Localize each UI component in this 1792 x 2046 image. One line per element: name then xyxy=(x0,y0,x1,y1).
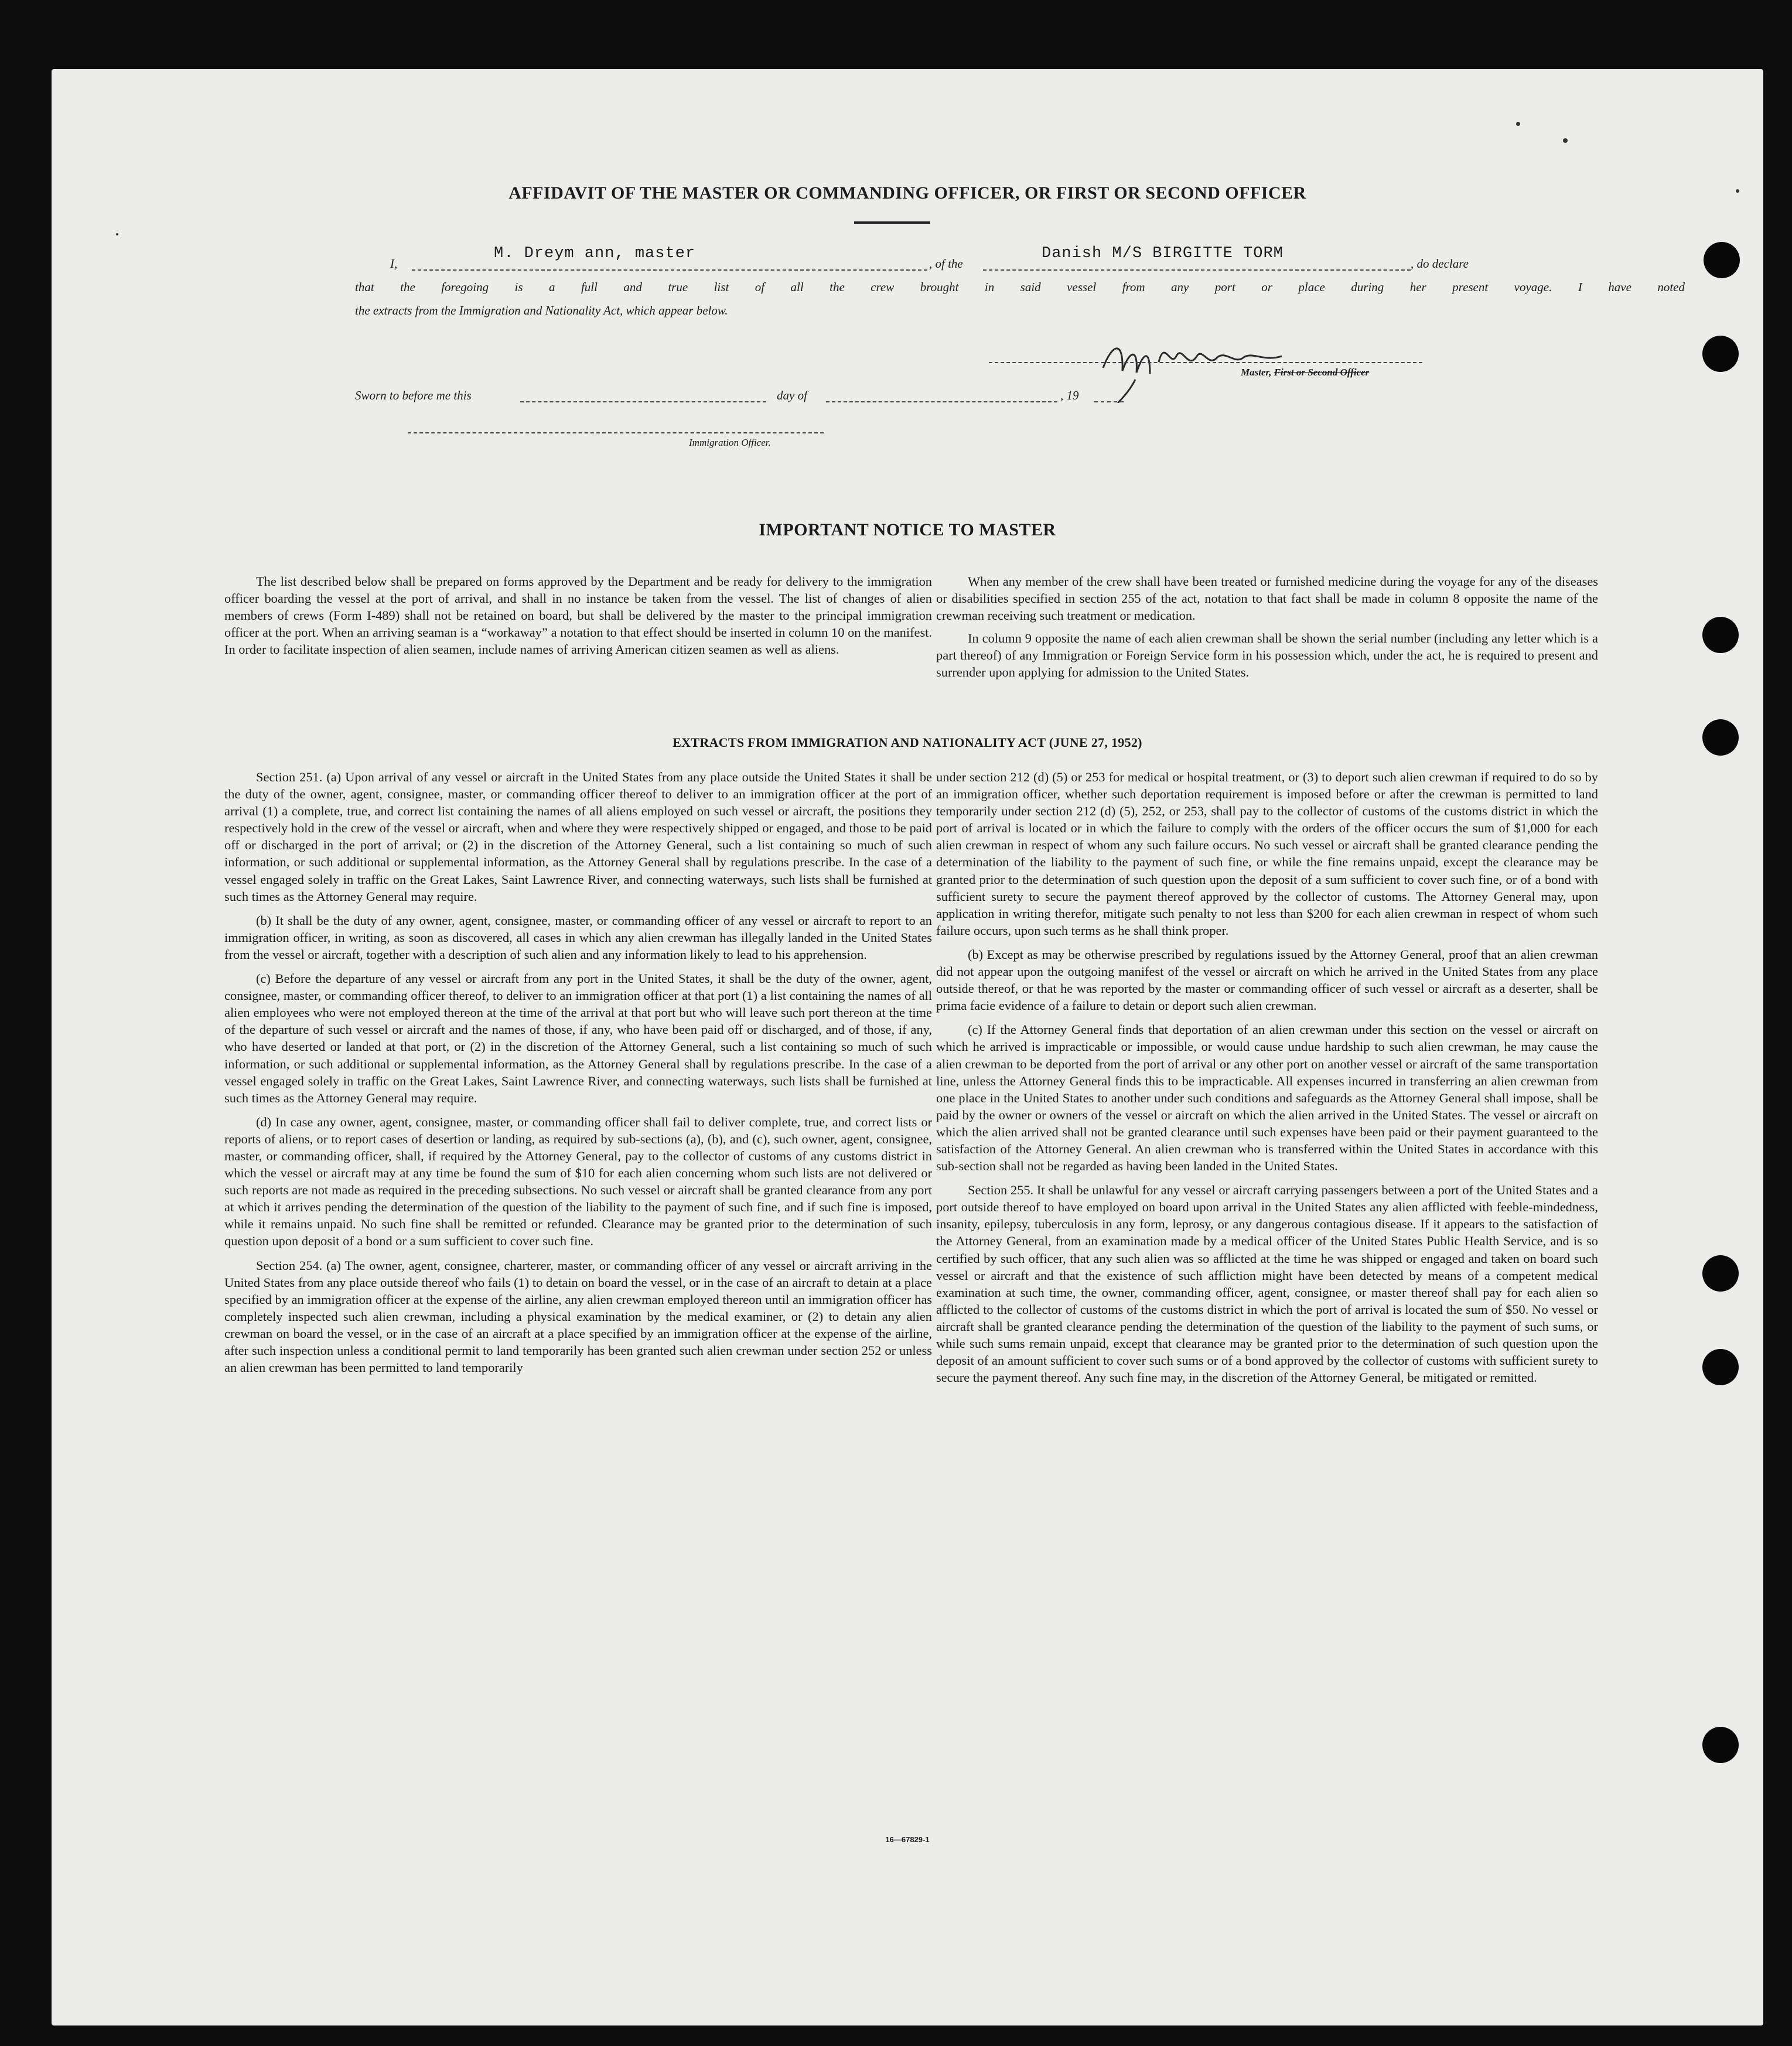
vessel-blank xyxy=(983,269,1411,271)
signature-line xyxy=(989,362,1422,363)
declaration-line-1: that the foregoing is a full and true list of all the crew brought in said vessel from any port or place during her present voyage. I have noted xyxy=(355,280,1685,294)
punch-hole xyxy=(1702,1255,1739,1292)
punch-hole xyxy=(1702,1349,1739,1385)
signer-title-master: Master, xyxy=(1241,367,1272,378)
extract-section-251-d: (d) In case any owner, agent, consignee, master, or commanding officer shall fail to deliver complete, true, and correct lists or reports of aliens, or to report cases of desertion or landing, as required by sub-sections (a), (b), and (c), such owner, agent, consignee, master, or commanding officer, shall, if required by the Attorney General, pay to the collector of customs of any customs district in which the vessel or aircraft may at any time be found the sum of $10 for each alien concerning whom such lists are not delivered or such reports are not made as required in the preceding subsections. No such vessel or aircraft shall be granted clearance from any port at which it arrives pending the determination of the question of the liability to the payment of such fine, and if such fine is imposed, while it remains unpaid. No such fine shall be remitted or refunded. Clearance may be granted prior to the determination of such question upon deposit of a bond or a sum sufficient to cover such fine. xyxy=(224,1114,932,1249)
extracts-right-column xyxy=(936,768,1598,1393)
signer-title-struck: First or Second Officer xyxy=(1274,367,1370,378)
extract-section-254-b: (b) Except as may be otherwise prescribed by regulations issued by the Attorney General, proof that an alien crewman did not appear upon the outgoing manifest of the vessel or aircraft on which he arrived in the United States from any place outside thereof, or that he was reported by the master or commanding officer of such vessel or aircraft as a deserter, shall be prima facie evidence of a failure to detain or deport such alien crewman. xyxy=(936,947,1598,1013)
notice-right-column xyxy=(936,573,1598,688)
affidavit-title: AFFIDAVIT OF THE MASTER OR COMMANDING OFFICER, OR FIRST OR SECOND OFFICER xyxy=(508,183,1306,203)
speck-mark xyxy=(116,233,118,235)
year-blank xyxy=(1094,401,1124,402)
punch-hole xyxy=(1702,1727,1739,1763)
notice-left-paragraph: The list described below shall be prepared on forms approved by the Department and be ready for delivery to the immigration officer boarding the vessel at the port of arrival, and shall in no instance be taken from the vessel. The list of changes of alien members of crews (Form I-489) shall not be retained on board, but shall be delivered by the master to the principal immigration officer at the port. When an arriving seaman is a “workaway” a notation to that effect should be inserted in column 10 on the manifest. In order to facilitate inspection of alien seamen, include names of arriving American citizen seamen as well as aliens. xyxy=(224,574,932,657)
declaration-line-2: the extracts from the Immigration and Nationality Act, which appear below. xyxy=(355,303,728,317)
punch-hole xyxy=(1702,617,1739,653)
document-page xyxy=(52,69,1763,2025)
handwritten-signature xyxy=(1094,315,1288,403)
master-name-value: M. Dreym ann, master xyxy=(494,245,696,262)
extract-section-251-c: (c) Before the departure of any vessel or aircraft from any port in the United States, it shall be the duty of the owner, agent, consignee, master, or commanding officer thereof, to deliver to an immigration officer at that port (1) a list containing the names of all alien employees who were not employed thereon at the time of the arrival at that port but who will leave such port thereon at the time of the departure of such vessel or aircraft and the names of those, if any, who have been paid off or discharged, and of those, if any, who have deserted or landed at that port, or (2) in the discretion of the Attorney General, such a list containing so much of such information, or such additional or supplemental information, as the Attorney General shall by regulations prescribe. In the case of a vessel engaged solely in traffic on the Great Lakes, Saint Lawrence River, and connecting waterways, such lists shall be furnished at such times as the Attorney General may require. xyxy=(224,971,932,1105)
sworn-day-blank xyxy=(520,401,766,402)
speck-mark xyxy=(1516,122,1520,126)
pronoun-label: I, xyxy=(390,257,398,271)
extract-section-254-a-continued: under section 212 (d) (5) or 253 for medical or hospital treatment, or (3) to deport such alien crewman if required to do so by an immigration officer, whether such deportation requirement is imposed before or after the crewman is permitted to land temporarily under section 212 (d) (5), 252, or 253, shall pay to the collector of customs of the customs district in which the port of arrival is located or in which the failure to comply with the orders of the officer occurs the sum of $1,000 for each alien crewman in respect of whom any such failure occurs. No such vessel or aircraft shall be granted clearance pending the determination of the liability to the payment of such fine, or while the fine remains unpaid, except the clearance may be granted prior to the determination of such question upon the deposit of a sum sufficient to cover such fine, or of a bond with sufficient surety to secure the payment thereof approved by the collector of customs. The Attorney General may, upon application in writing therefor, mitigate such penalty to not less than $200 for each alien crewman in respect of whom such failure occurs, upon such terms as he shall think proper. xyxy=(936,770,1598,938)
year-label: , 19 xyxy=(1060,388,1079,402)
punch-hole xyxy=(1704,242,1740,278)
extract-section-255: Section 255. It shall be unlawful for any vessel or aircraft carrying passengers between a port of the United States and a port outside thereof to have employed on board upon arrival in the United States any alien afflicted with feeble-mindedness, insanity, epilepsy, tuberculosis in any form, leprosy, or any dangerous contagious disease. If it appears to the satisfaction of the Attorney General, from an examination made by a medical officer of the United States Public Health Service, and is so certified by such officer, that any such alien was so afflicted at the time he was shipped or engaged and taken on board such vessel or aircraft and that the existence of such affliction might have been detected by means of a competent medical examination at such time, the owner, commanding officer, agent, consignee, or master thereof shall pay for each alien so afflicted to the collector of customs of the customs district in which the port of arrival is located the sum of $50. No vessel or aircraft shall be granted clearance pending the determination of the question of the liability to the payment of such sums, or while such sums remain unpaid, except that clearance may be granted prior to the determination of such question upon the deposit of an amount sufficient to cover such sums or of a bond approved by the collector of customs with sufficient surety to secure the payment thereof. Any such fine may, in the discretion of the Attorney General, be mitigated or remitted. xyxy=(936,1183,1598,1385)
immigration-officer-line xyxy=(408,432,824,433)
notice-title: IMPORTANT NOTICE TO MASTER xyxy=(759,520,1056,539)
extract-section-251-b: (b) It shall be the duty of any owner, agent, consignee, master, or commanding officer of any vessel or aircraft to report to an immigration officer, in writing, as soon as discovered, all cases in which any alien crewman has illegally landed in the United States from the vessel or aircraft, together with a description of such alien and any information likely to lead to his apprehension. xyxy=(224,913,932,962)
notice-right-paragraph-2: In column 9 opposite the name of each alien crewman shall be shown the serial number (including any letter which is a part thereof) of any Immigration or Foreign Service form in his possession which, under the act, he is required to present and surrender upon applying for admission to the United States. xyxy=(936,631,1598,680)
of-the-label: , of the xyxy=(929,257,963,271)
do-declare-label: , do declare xyxy=(1411,257,1469,271)
notice-left-column xyxy=(224,573,932,665)
extracts-title: EXTRACTS FROM IMMIGRATION AND NATIONALITY ACT (JUNE 27, 1952) xyxy=(673,735,1142,750)
vessel-value: Danish M/S BIRGITTE TORM xyxy=(1042,245,1284,262)
extract-section-254-a: Section 254. (a) The owner, agent, consignee, charterer, master, or commanding officer of any vessel or aircraft arriving in the United States from any place outside thereof who fails (1) to detain on board the vessel, or in the case of an aircraft to detain at a place specified by an immigration officer at the expense of the airline, any alien crewman employed thereon until an immigration officer has completely inspected such alien crewman, including a physical examination by the medical examiner, or (2) to detain any alien crewman on board the vessel, or in the case of an aircraft at a place specified by an immigration officer at the expense of the airline, after such inspection unless a conditional permit to land temporarily has been granted such alien crewman under section 252 or unless an alien crewman has been permitted to land temporarily xyxy=(224,1258,932,1375)
immigration-officer-label: Immigration Officer. xyxy=(689,437,771,448)
extracts-left-column xyxy=(224,768,932,1383)
sworn-month-blank xyxy=(826,401,1057,402)
speck-mark xyxy=(1563,138,1568,143)
title-rule xyxy=(854,221,930,224)
extract-section-254-c: (c) If the Attorney General finds that deportation of an alien crewman under this section on the vessel or aircraft on which he arrived is impracticable or impossible, or would cause undue hardship to such alien crewman, he may cause the alien crewman to be deported from the port of arrival or any other port on another vessel or aircraft of the same transportation line, unless the Attorney General finds this to be impracticable. All expenses incurred in transferring an alien crewman from one place in the United States to another under such conditions and safeguards as the Attorney General shall impose, shall be paid by the owner or owners of the vessel or aircraft on which the alien arrived in the United States. The vessel or aircraft on which the alien arrived shall not be granted clearance until such expenses have been paid or their payment guaranteed to the satisfaction of the Attorney General. An alien crewman who is transferred within the United States in accordance with this sub-section shall not be regarded as having been landed in the United States. xyxy=(936,1022,1598,1174)
sworn-label: Sworn to before me this xyxy=(355,388,472,402)
notice-right-paragraph-1: When any member of the crew shall have been treated or furnished medicine during the voyage for any of the diseases or disabilities specified in section 255 of the act, notation to that fact shall be made in column 8 opposite the name of the crewman receiving such treatment or medication. xyxy=(936,574,1598,623)
extract-section-251-a: Section 251. (a) Upon arrival of any vessel or aircraft in the United States from any place outside the United States it shall be the duty of the owner, agent, consignee, master, or commanding officer thereof to deliver to an immigration officer at the port of arrival (1) a complete, true, and correct list containing the names of all aliens employed on such vessel or aircraft, the positions they respectively hold in the crew of the vessel or aircraft, when and where they were respectively shipped or engaged, and those to be paid off or discharged in the port of arrival; or (2) in the discretion of the Attorney General, such a list containing so much of such information, or such additional or supplemental information, as the Attorney General shall by regulations prescribe. In the case of a vessel engaged solely in traffic on the Great Lakes, Saint Lawrence River, and connecting waterways, such lists shall be furnished at such times as the Attorney General may require. xyxy=(224,770,932,904)
name-blank xyxy=(412,269,927,271)
signer-title xyxy=(1241,367,1369,378)
day-of-label: day of xyxy=(777,388,807,402)
form-number: 16—67829-1 xyxy=(885,1835,930,1844)
punch-hole xyxy=(1702,336,1739,372)
